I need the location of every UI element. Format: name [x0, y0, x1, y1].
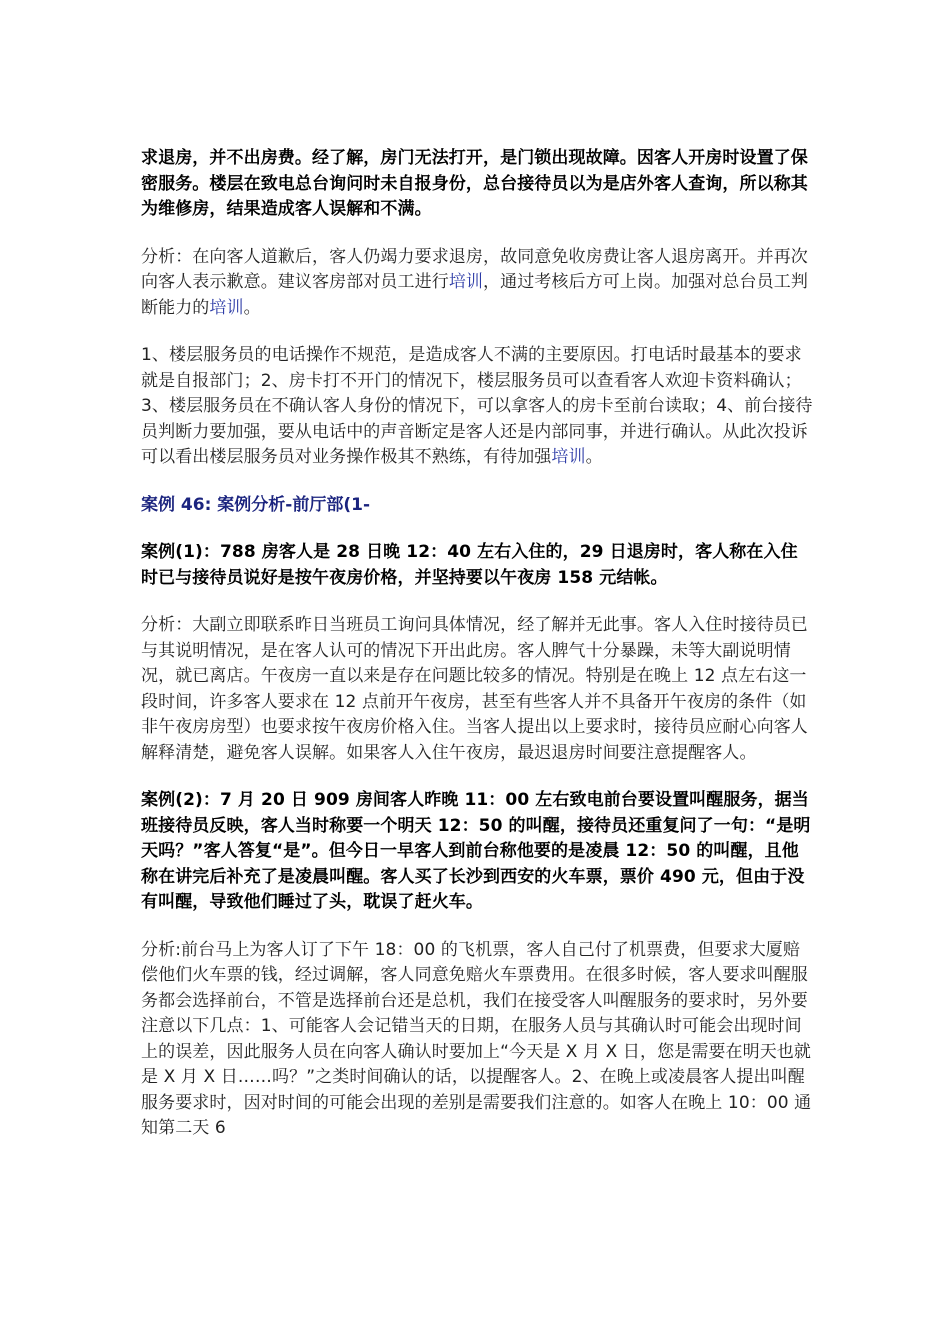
summary-points-paragraph	[141, 343, 813, 471]
training-link[interactable]: 培训	[448, 272, 484, 292]
case-narrative-paragraph: 求退房，并不出房费。经了解，房门无法打开，是门锁出现故障。因客人开房时设置了保密服务。楼层在致电总台询问时未自报身份，总台接待员以为是店外客人查询，所以称其为维修房，结果造成客人误解和不满。	[141, 148, 808, 219]
case-1-analysis-paragraph: 分析：大副立即联系昨日当班员工询问具体情况，经了解并无此事。客人入住时接待员已与其说明情况，是在客人认可的情况下开出此房。客人脾气十分暴躁，未等大副说明情况，就已离店。午夜房一直以来是存在问题比较多的情况。特别是在晚上 12 点左右这一段时间，许多客人要求在 12 点前开午夜房，甚至有些客人并不具备开午夜房的条件（如非午夜房房型）也要求按午夜房价格入住。当客人提出以上要求时，接待员应耐心向客人解释清楚，避免客人误解。如果客人入住午夜房，最迟退房时间要注意提醒客人。	[141, 615, 808, 763]
summary-text: 1、楼层服务员的电话操作不规范，是造成客人不满的主要原因。打电话时最基本的要求就是自报部门；2、房卡打不开门的情况下，楼层服务员可以查看客人欢迎卡资料确认；3、楼层服务员在不确认客人身份的情况下，可以拿客人的房卡至前台读取；4、前台接待员判断力要加强，要从电话中的声音断定是客人还是内部同事，并进行确认。从此次投诉可以看出楼层服务员对业务操作极其不熟练，有待加强	[141, 345, 813, 467]
analysis-text: ，通过考核后方可上岗。加强对总台员工判断能力的	[141, 272, 808, 318]
case-1-paragraph: 案例(1)：788 房客人是 28 日晚 12：40 左右入住的，29 日退房时，客人称在入住时已与接待员说好是按午夜房价格，并坚持要以午夜房 158 元结帐。	[141, 542, 798, 588]
analysis-paragraph	[141, 245, 813, 322]
case-2-analysis-paragraph: 分析:前台马上为客人订了下午 18：00 的飞机票，客人自己付了机票费，但要求大厦赔偿他们火车票的钱，经过调解，客人同意免赔火车票费用。在很多时候，客人要求叫醒服务都会选择前台，不管是选择前台还是总机，我们在接受客人叫醒服务的要求时，另外要注意以下几点：1、可能客人会记错当天的日期，在服务人员与其确认时可能会出现时间上的误差，因此服务人员在向客人确认时要加上“今天是 X 月 X 日，您是需要在明天也就是 X 月 X 日……吗？”之类时间确认的话，以提醒客人。2、在晚上或凌晨客人提出叫醒服务要求时，因对时间的可能会出现的差别是需要我们注意的。如客人在晚上 10：00 通知第二天 6	[141, 939, 812, 1138]
case-2-paragraph: 案例(2)：7 月 20 日 909 房间客人昨晚 11：00 左右致电前台要设置叫醒服务，据当班接待员反映，客人当时称要一个明天 12：50 的叫醒，接待员还重复问了一句：“是明天吗？”客人答复“是”。但今日一早客人到前台称他要的是凌晨 12：50 的叫醒，且他称在讲完后补充了是凌晨叫醒。客人买了长沙到西安的火车票，票价 490 元，但由于没有叫醒，导致他们睡过了头，耽误了赶火车。	[141, 790, 811, 912]
training-link[interactable]: 培训	[551, 447, 586, 467]
document-page	[141, 146, 813, 1164]
training-link[interactable]: 培训	[209, 297, 244, 318]
summary-text: 。	[585, 447, 603, 467]
analysis-text: 。	[243, 297, 261, 318]
analysis-text: 分析：在向客人道歉后，客人仍竭力要求退房，故同意免收房费让客人退房离开。并再次向客人表示歉意。建议客房部对员工进行	[141, 246, 808, 292]
section-heading: 案例 46: 案例分析-前厅部(1-	[141, 494, 371, 515]
